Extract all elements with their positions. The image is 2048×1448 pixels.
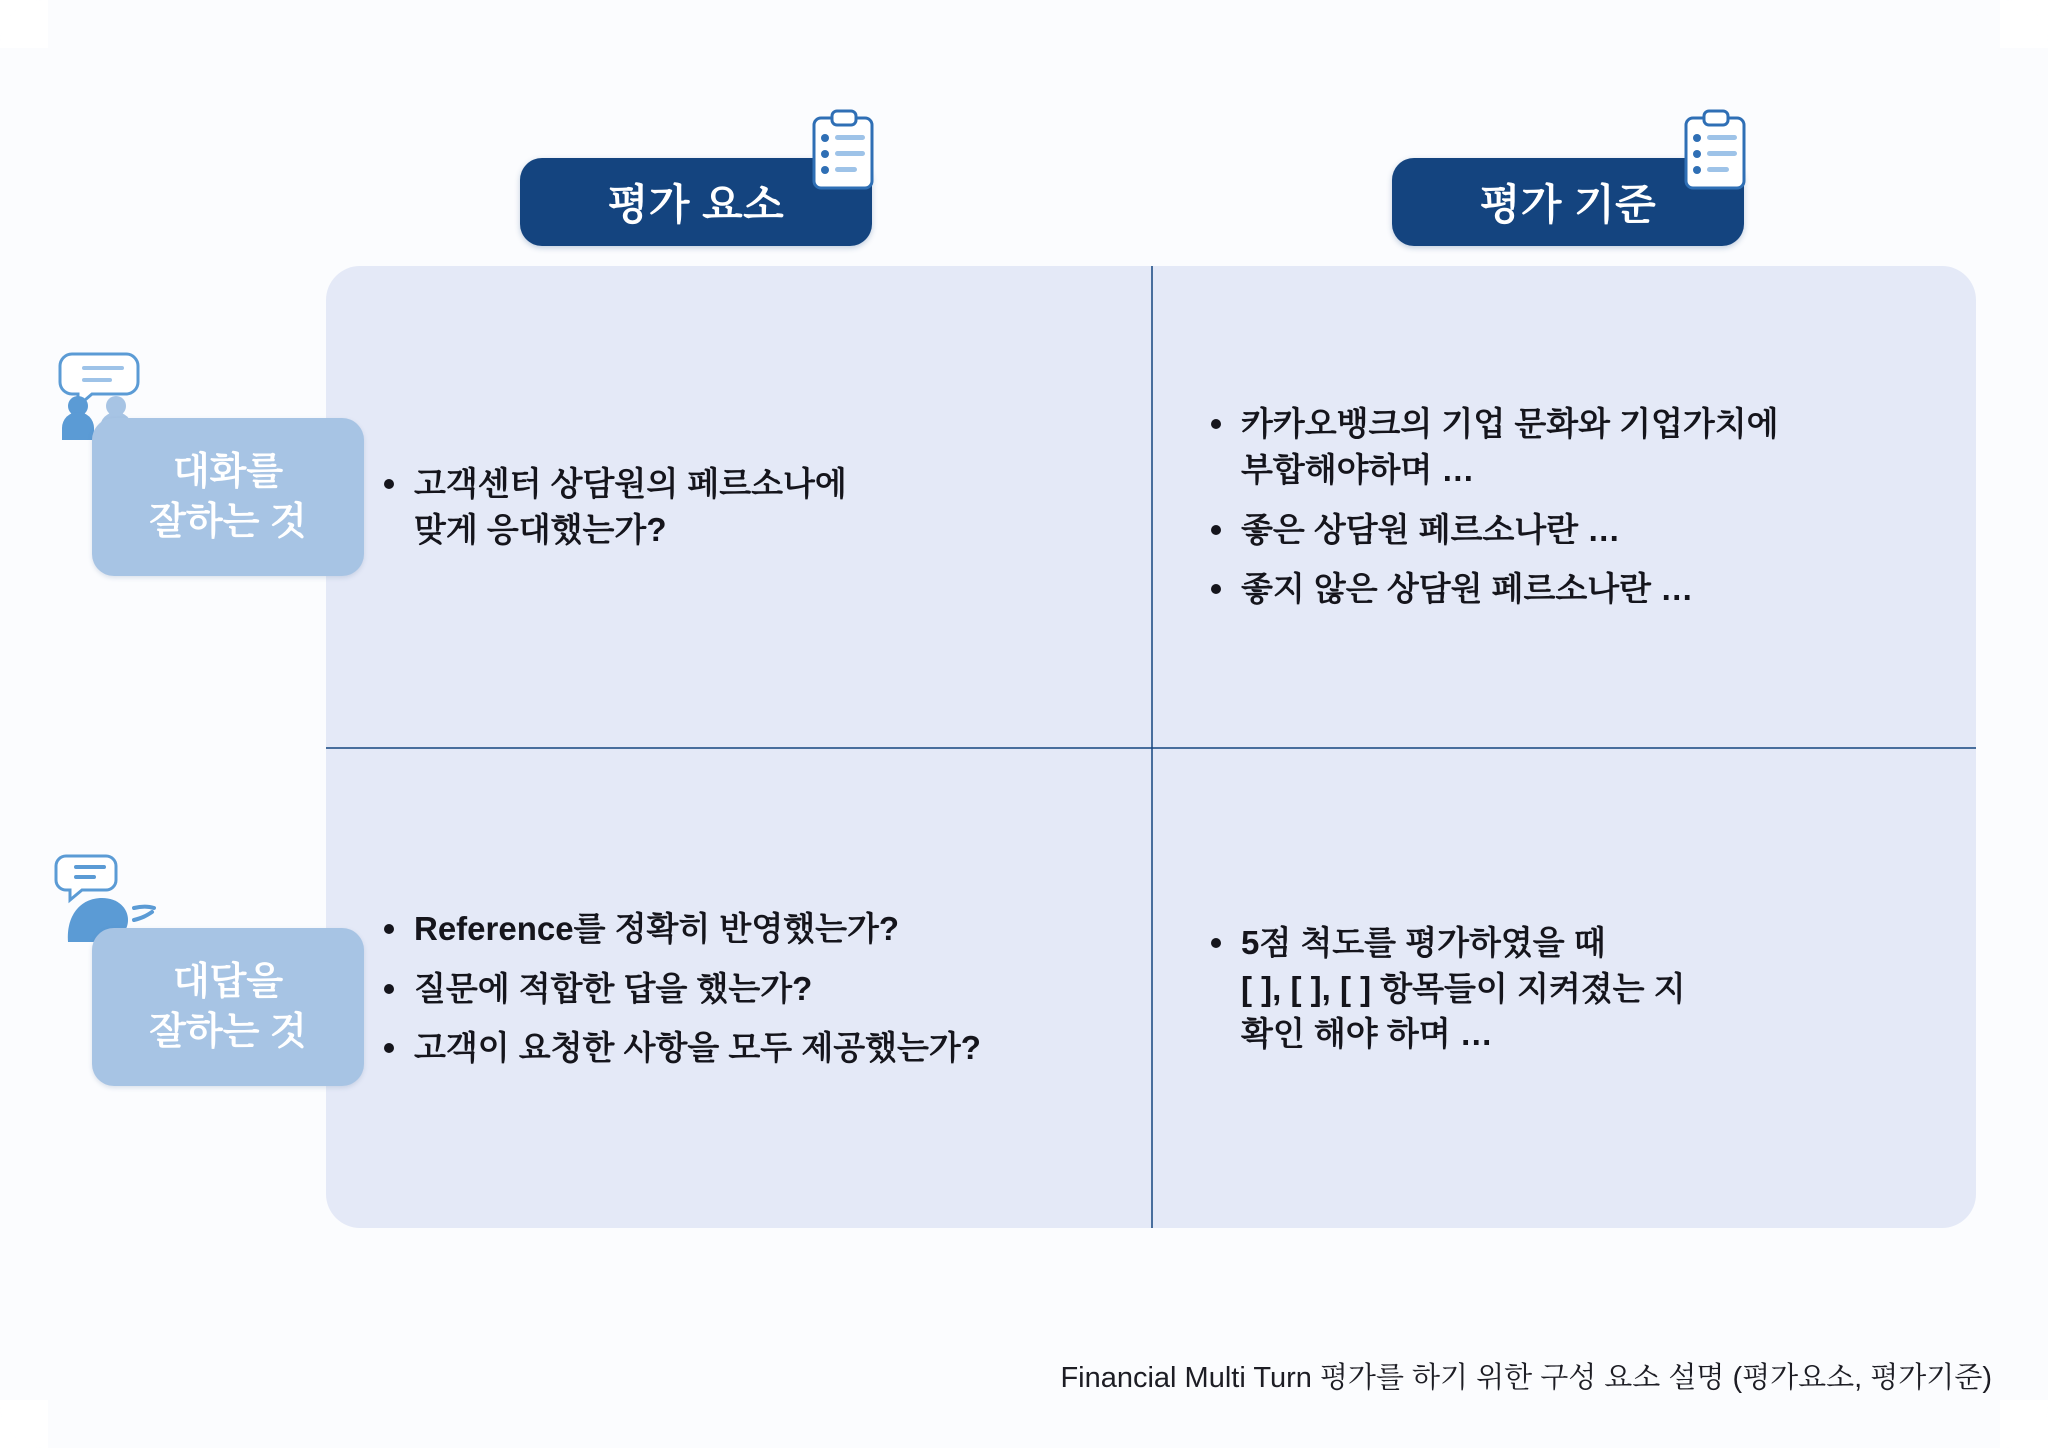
- cell-row2-criteria: [1153, 749, 1976, 1228]
- list-item: [372, 1025, 1105, 1071]
- cell-row1-factors: [326, 266, 1151, 747]
- bullet-list: [1199, 401, 1930, 611]
- bullet-text-line: 좋지 않은 상담원 페르소나란 …: [1241, 570, 1694, 608]
- comparison-grid: [326, 266, 1976, 1228]
- bullet-text-line: 맞게 응대했는가?: [414, 510, 667, 548]
- cell-row1-criteria: [1153, 266, 1976, 747]
- list-item: [1199, 401, 1930, 492]
- bullet-list: [372, 461, 1105, 552]
- bullet-text-line: 확인 해야 하며 …: [1241, 1015, 1493, 1053]
- corner-mask: [2000, 1400, 2048, 1448]
- list-item: [1199, 920, 1930, 1057]
- row-label-answer: [92, 928, 364, 1086]
- bullet-text-line: 질문에 적합한 답을 했는가?: [414, 969, 813, 1007]
- column-header-label: 평가 요소: [607, 181, 785, 228]
- list-item: [1199, 507, 1930, 553]
- bullet-text-line: [ ], [ ], [ ] 항목들이 지켜졌는 지: [1241, 969, 1686, 1007]
- column-header-label: 평가 기준: [1479, 181, 1657, 228]
- bullet-text-line: 카카오뱅크의 기업 문화와 기업가치에: [1241, 405, 1779, 443]
- bullet-text-line: 고객센터 상담원의 페르소나에: [414, 464, 847, 502]
- list-item: [1199, 566, 1930, 612]
- list-item: [372, 461, 1105, 552]
- row-label-line2: 잘하는 것: [149, 501, 307, 543]
- row-label-line1: 대답을: [172, 960, 284, 1003]
- row-label-conversation: [92, 418, 364, 576]
- bullet-text-line: 부합해야하며 …: [1241, 450, 1475, 488]
- list-item: [372, 906, 1105, 952]
- bullet-list: [372, 906, 1105, 1071]
- bullet-list: [1199, 920, 1930, 1057]
- bullet-text-line: Reference를 정확히 반영했는가?: [414, 910, 899, 948]
- corner-mask: [0, 1400, 48, 1448]
- row-label-line1: 대화를: [172, 450, 284, 493]
- clipboard-icon: [1680, 108, 1752, 192]
- list-item: [372, 966, 1105, 1012]
- figure-caption: Financial Multi Turn 평가를 하기 위한 구성 요소 설명 (평가요소, 평가기준): [1060, 1362, 1992, 1394]
- bullet-text-line: 5점 척도를 평가하였을 때: [1241, 924, 1606, 962]
- bullet-text-line: 고객이 요청한 사항을 모두 제공했는가?: [414, 1029, 981, 1067]
- cell-row2-factors: [326, 749, 1151, 1228]
- corner-mask: [0, 0, 48, 48]
- corner-mask: [2000, 0, 2048, 48]
- clipboard-icon: [808, 108, 880, 192]
- bullet-text-line: 좋은 상담원 페르소나란 …: [1241, 510, 1621, 548]
- row-label-line2: 잘하는 것: [149, 1011, 307, 1053]
